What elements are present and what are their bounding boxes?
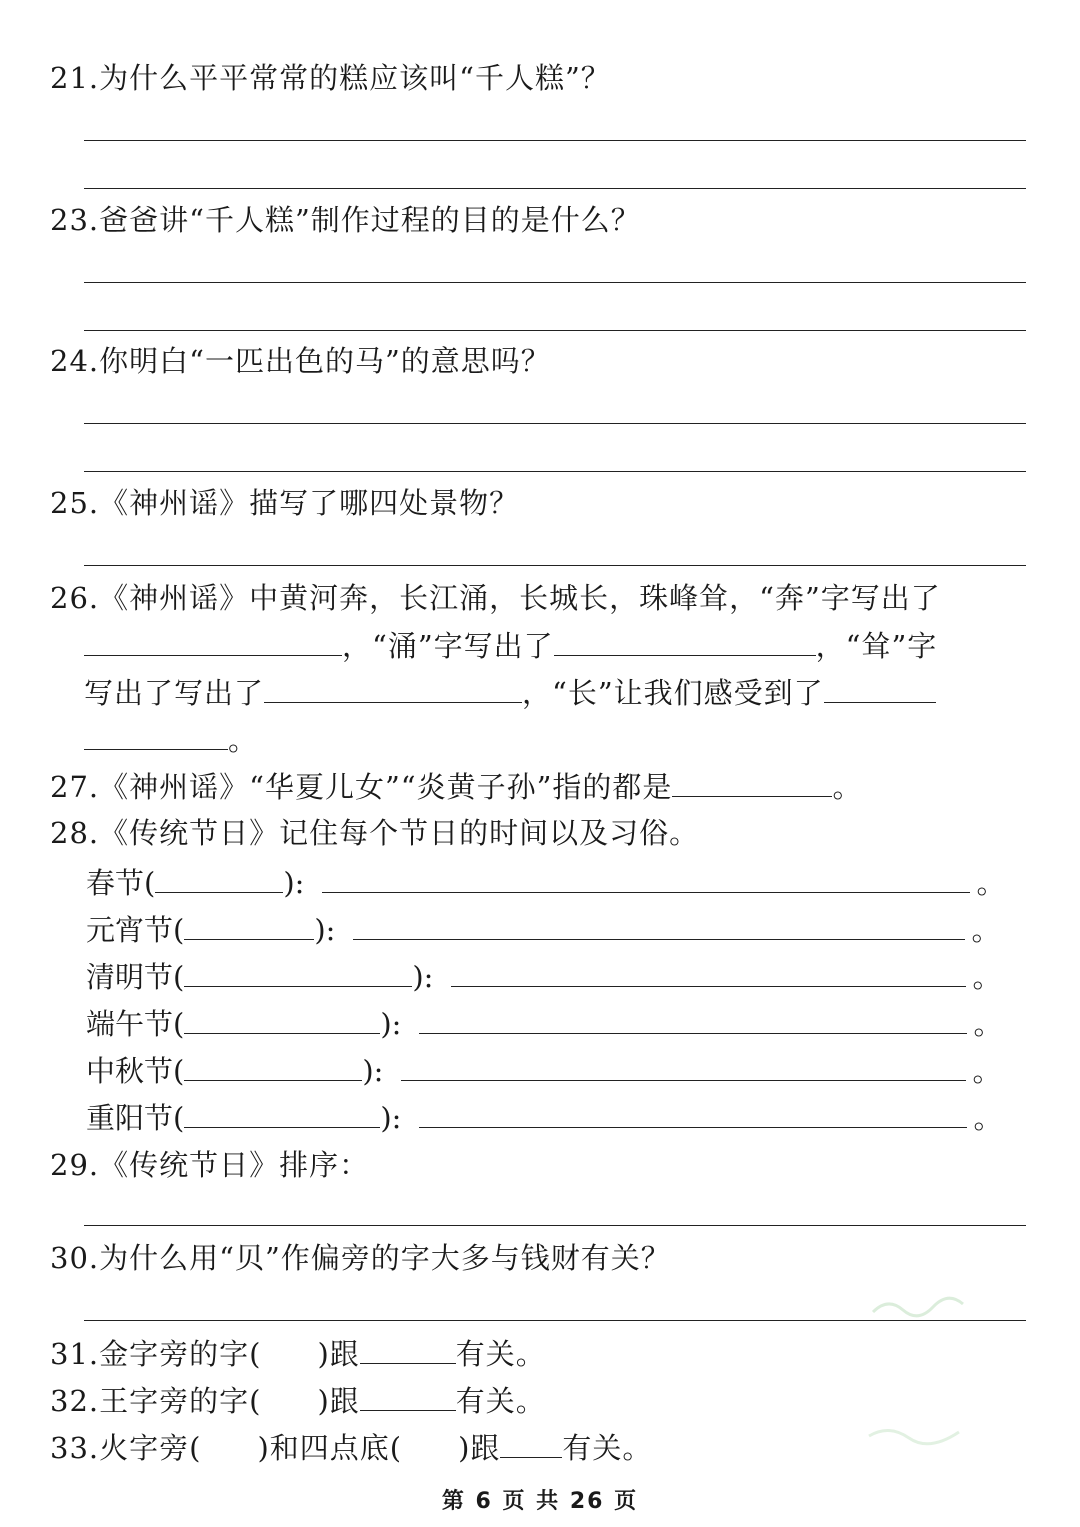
paren-close: ):	[362, 1054, 384, 1088]
custom-blank[interactable]	[451, 956, 966, 987]
paren-close: ):	[380, 1007, 402, 1041]
date-blank[interactable]	[155, 862, 283, 893]
paren-open: (	[173, 913, 185, 947]
question-31-text: )跟	[317, 1337, 360, 1371]
fill-blank[interactable]	[824, 672, 936, 703]
paren-open: (	[173, 1007, 185, 1041]
watermark-graphic	[868, 1292, 968, 1322]
date-blank[interactable]	[184, 909, 314, 940]
festival-row-spring	[86, 862, 1005, 903]
question-32	[50, 1380, 546, 1421]
fill-blank[interactable]	[554, 625, 816, 656]
question-33-text: )和四点底(	[257, 1431, 403, 1465]
period: 。	[976, 866, 1006, 900]
answer-line[interactable]	[84, 565, 1026, 566]
paren-close: ):	[314, 913, 336, 947]
question-26-line-3	[84, 672, 936, 713]
paren-open: (	[173, 1054, 185, 1088]
festival-name: 重阳节	[86, 1101, 174, 1135]
festival-name: 清明节	[86, 960, 174, 994]
question-25: 25.《神州谣》描写了哪四处景物？	[50, 486, 520, 520]
period: 。	[973, 1101, 1003, 1135]
period: 。	[972, 960, 1002, 994]
fill-blank[interactable]	[264, 672, 522, 703]
festival-row-double-ninth	[86, 1097, 1002, 1138]
question-32-text: )跟	[317, 1384, 360, 1418]
custom-blank[interactable]	[401, 1050, 966, 1081]
paren-open: (	[173, 960, 185, 994]
fill-blank[interactable]	[360, 1333, 456, 1364]
paren-close: ):	[283, 866, 305, 900]
answer-line[interactable]	[84, 423, 1026, 424]
custom-blank[interactable]	[419, 1097, 967, 1128]
question-26-line-4	[84, 719, 258, 760]
question-30: 30.为什么用“贝”作偏旁的字大多与钱财有关？	[50, 1241, 671, 1275]
paren-open: (	[144, 866, 156, 900]
answer-line[interactable]	[84, 188, 1026, 189]
question-27	[50, 766, 862, 807]
answer-line[interactable]	[84, 330, 1026, 331]
question-26-line-2	[84, 625, 937, 666]
question-21: 21.为什么平平常常的糕应该叫“千人糕”？	[50, 61, 611, 95]
question-32-text: 32.王字旁的字(	[50, 1384, 262, 1418]
answer-line[interactable]	[84, 282, 1026, 283]
period: 。	[973, 1007, 1003, 1041]
date-blank[interactable]	[184, 1097, 380, 1128]
question-31-text: 31.金字旁的字(	[50, 1337, 262, 1371]
festival-row-dragon-boat	[86, 1003, 1002, 1044]
question-27-text: 27.《神州谣》“华夏儿女”“炎黄子孙”指的都是	[50, 770, 673, 804]
fill-blank[interactable]	[672, 766, 832, 797]
paren-open: (	[173, 1101, 185, 1135]
answer-line[interactable]	[84, 140, 1026, 141]
custom-blank[interactable]	[322, 862, 970, 893]
question-33-text: 33.火字旁(	[50, 1431, 202, 1465]
question-31-text: 有关。	[455, 1337, 546, 1371]
question-23: 23.爸爸讲“千人糕”制作过程的目的是什么？	[50, 203, 641, 237]
question-28: 28.《传统节日》记住每个节日的时间以及习俗。	[50, 816, 700, 850]
festival-row-mid-autumn	[86, 1050, 1001, 1091]
date-blank[interactable]	[184, 956, 412, 987]
fill-blank[interactable]	[84, 719, 228, 750]
period: 。	[971, 913, 1001, 947]
answer-line[interactable]	[84, 1225, 1026, 1226]
watermark-graphic	[864, 1418, 964, 1448]
question-26-text: ，“涌”字写出了	[342, 629, 554, 663]
custom-blank[interactable]	[419, 1003, 967, 1034]
answer-line[interactable]	[84, 471, 1026, 472]
fill-blank[interactable]	[360, 1380, 456, 1411]
question-33-text: )跟	[458, 1431, 501, 1465]
question-31	[50, 1333, 546, 1374]
question-26: 26.《神州谣》中黄河奔，长江涌，长城长，珠峰耸，“奔”字写出了	[50, 581, 941, 615]
question-26-text: 写出了写出了	[84, 676, 265, 710]
question-33-text: 有关。	[562, 1431, 653, 1465]
fill-blank[interactable]	[500, 1427, 562, 1458]
question-33	[50, 1427, 652, 1468]
question-24: 24.你明白“一匹出色的马”的意思吗？	[50, 344, 551, 378]
festival-name: 端午节	[86, 1007, 174, 1041]
question-26-text: ，“耸”字	[815, 629, 938, 663]
festival-row-lantern	[86, 909, 1000, 950]
paren-close: ):	[412, 960, 434, 994]
paren-close: ):	[380, 1101, 402, 1135]
question-26-text: 。	[228, 723, 259, 757]
date-blank[interactable]	[184, 1050, 362, 1081]
page-footer: 第 6 页 共 26 页	[441, 1489, 639, 1514]
fill-blank[interactable]	[84, 625, 342, 656]
question-29: 29.《传统节日》排序：	[50, 1148, 370, 1182]
date-blank[interactable]	[184, 1003, 380, 1034]
festival-name: 元宵节	[86, 913, 174, 947]
custom-blank[interactable]	[353, 909, 965, 940]
question-32-text: 有关。	[455, 1384, 546, 1418]
festival-name: 中秋节	[86, 1054, 174, 1088]
question-26-text: ，“长”让我们感受到了	[522, 676, 824, 710]
period: 。	[972, 1054, 1002, 1088]
question-27-end: 。	[832, 770, 863, 804]
festival-row-qingming	[86, 956, 1001, 997]
festival-name: 春节	[86, 866, 145, 900]
